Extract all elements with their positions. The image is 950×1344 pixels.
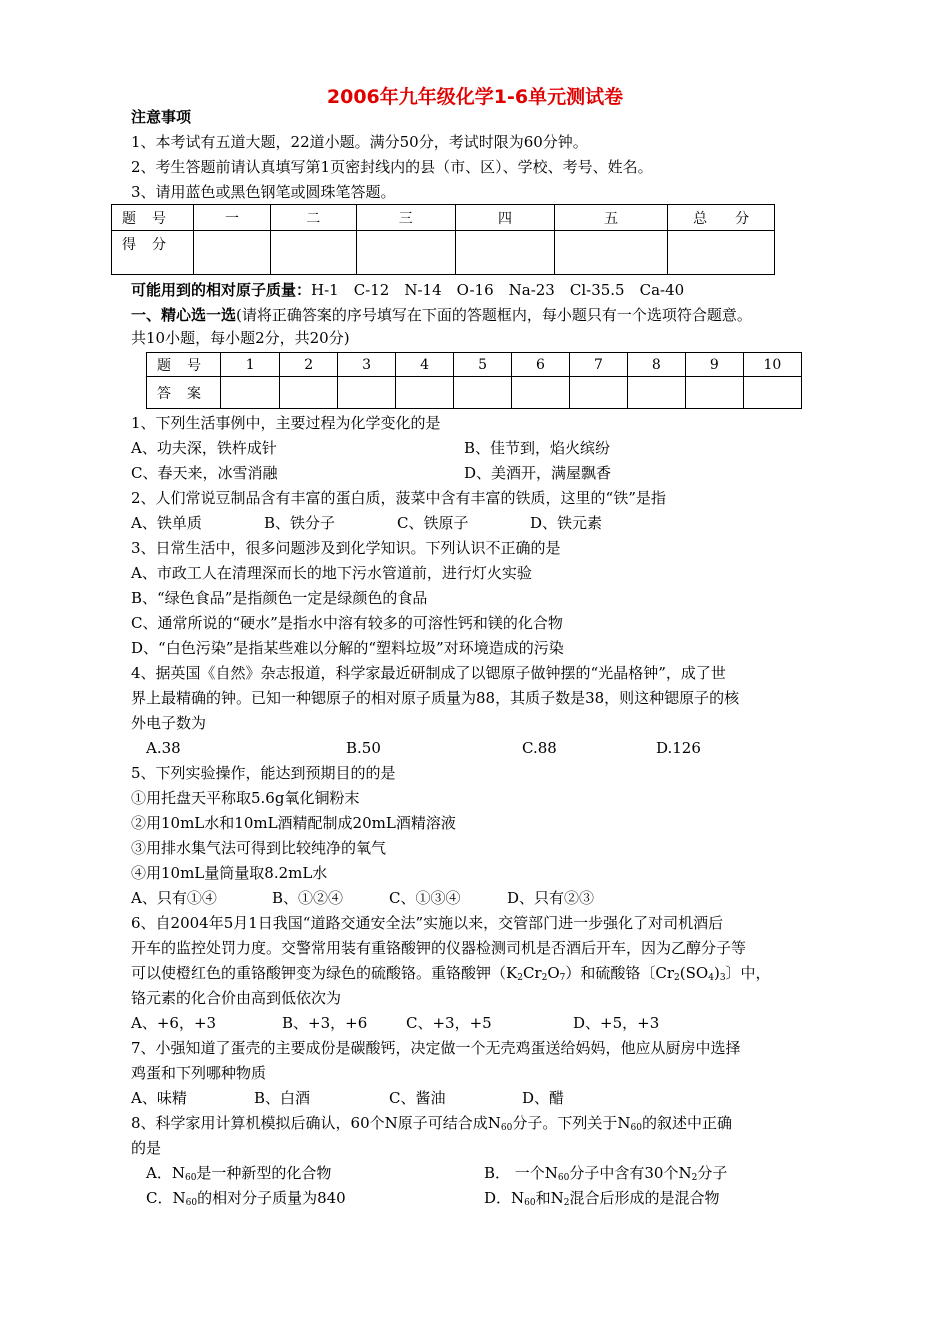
q8-subscript: 2	[563, 1198, 570, 1208]
q4-option-b: B.50	[346, 739, 381, 757]
atomic-mass-line	[131, 280, 684, 300]
score-cell-total[interactable]	[668, 231, 775, 275]
score-row-label: 得 分	[112, 231, 194, 275]
score-cell-5[interactable]	[555, 231, 668, 275]
q8-text: B． 一个N	[484, 1164, 558, 1182]
answer-num-9: 9	[685, 353, 743, 377]
score-header-1: 一	[194, 205, 271, 231]
q1-option-d: D、美酒开，满屋飘香	[464, 464, 612, 482]
q7-stem-line2: 鸡蛋和下列哪种物质	[131, 1064, 267, 1082]
q8-subscript: 60	[184, 1173, 197, 1183]
q8-text: 8、科学家用计算机模拟后确认，60个N原子可结合成N	[131, 1114, 501, 1132]
q6-option-d: D、+5，+3	[573, 1014, 660, 1032]
q8-text: 和N	[535, 1189, 564, 1207]
q4-stem-line1: 4、据英国《自然》杂志报道，科学家最近研制成了以锶原子做钟摆的“光晶格钟”，成了世	[131, 664, 726, 682]
answer-cell-10[interactable]	[743, 377, 801, 409]
q5-item-3: ③用排水集气法可得到比较纯净的氧气	[131, 839, 387, 857]
answer-table	[146, 352, 802, 409]
q8-option-d	[484, 1188, 720, 1208]
q6-text: Cr	[522, 964, 542, 982]
q5-option-b: B、①②④	[272, 889, 344, 907]
q8-option-c	[146, 1188, 346, 1208]
q6-text: 可以使橙红色的重铬酸钾变为绿色的硫酸铬。重铬酸钾（K	[131, 964, 518, 982]
answer-num-4: 4	[396, 353, 454, 377]
answer-num-2: 2	[280, 353, 338, 377]
score-header-2: 二	[270, 205, 356, 231]
q8-subscript: 60	[557, 1173, 570, 1183]
q6-stem-line1: 6、自2004年5月1日我国“道路交通安全法”实施以来，交管部门进一步强化了对司机酒后	[131, 914, 724, 932]
answer-num-1: 1	[221, 353, 280, 377]
q5-item-4: ④用10mL量筒量取8.2mL水	[131, 864, 328, 882]
q4-option-c: C.88	[522, 739, 557, 757]
q7-option-a: A、味精	[131, 1089, 187, 1107]
q8-text: 分子中含有30个N	[569, 1164, 692, 1182]
q5-option-d: D、只有②③	[507, 889, 595, 907]
page-title: 2006年九年级化学1-6单元测试卷	[326, 86, 624, 108]
q8-text: 的叙述中正确	[641, 1114, 732, 1132]
answer-num-6: 6	[512, 353, 570, 377]
q2-option-b: B、铁分子	[264, 514, 336, 532]
q8-text: 分子	[697, 1164, 728, 1182]
answer-row-label: 答 案	[147, 377, 221, 409]
score-header-4: 四	[455, 205, 554, 231]
q8-subscript: 60	[524, 1198, 536, 1208]
q6-subscript: 2	[541, 973, 548, 983]
q6-subscript: 3	[719, 973, 726, 983]
answer-cell-8[interactable]	[627, 377, 685, 409]
answer-num-7: 7	[569, 353, 627, 377]
q8-option-a	[146, 1163, 331, 1183]
q6-text: O	[547, 964, 560, 982]
q7-option-c: C、酱油	[389, 1089, 446, 1107]
section1-instruction-2: 共10小题，每小题2分，共20分)	[131, 329, 350, 347]
q8-option-b	[484, 1163, 727, 1183]
q3-stem: 3、日常生活中，很多问题涉及到化学知识。下列认识不正确的是	[131, 539, 561, 557]
answer-cell-1[interactable]	[221, 377, 280, 409]
q8-text: C．N	[146, 1189, 186, 1207]
q2-option-c: C、铁原子	[397, 514, 469, 532]
q2-stem: 2、人们常说豆制品含有丰富的蛋白质，菠菜中含有丰富的铁质，这里的“铁”是指	[131, 489, 666, 507]
q8-subscript: 2	[691, 1173, 698, 1183]
notes-heading: 注意事项	[131, 108, 192, 126]
score-header-3: 三	[356, 205, 455, 231]
answer-cell-5[interactable]	[454, 377, 512, 409]
answer-num-3: 3	[338, 353, 396, 377]
q1-option-c: C、春天来，冰雪消融	[131, 464, 278, 482]
q4-option-d: D.126	[656, 739, 701, 757]
q6-text: 〕中，	[725, 964, 771, 982]
answer-num-10: 10	[743, 353, 801, 377]
q6-stem-line2: 开车的监控处罚力度。交警常用装有重铬酸钾的仪器检测司机是否酒后开车，因为乙醇分子等	[131, 939, 747, 957]
atomic-mass-values: H-1 C-12 N-14 O-16 Na-23 Cl-35.5 Ca-40	[311, 281, 685, 299]
q6-option-c: C、+3，+5	[406, 1014, 492, 1032]
score-cell-1[interactable]	[194, 231, 271, 275]
q3-option-b: B、“绿色食品”是指颜色一定是绿颜色的食品	[131, 589, 428, 607]
q8-text: 是一种新型的化合物	[196, 1164, 332, 1182]
q6-stem-line3	[131, 963, 771, 983]
score-header-label: 题 号	[112, 205, 194, 231]
score-header-total: 总 分	[668, 205, 775, 231]
q6-stem-line4: 铬元素的化合价由高到低依次为	[131, 989, 342, 1007]
q8-text: 的相对分子质量为840	[197, 1189, 346, 1207]
score-header-5: 五	[555, 205, 668, 231]
q8-text: 混合后形成的是混合物	[569, 1189, 720, 1207]
q8-stem-line1	[131, 1113, 732, 1133]
note-item-1: 1、本考试有五道大题，22道小题。满分50分，考试时限为60分钟。	[131, 133, 588, 151]
q7-option-d: D、醋	[522, 1089, 565, 1107]
q6-text: (SO	[679, 964, 709, 982]
section1-heading: 一、精心选一选	[131, 306, 237, 324]
q4-option-a: A.38	[146, 739, 181, 757]
q2-option-d: D、铁元素	[530, 514, 603, 532]
q2-option-a: A、铁单质	[131, 514, 202, 532]
answer-cell-6[interactable]	[512, 377, 570, 409]
q6-subscript: 7	[559, 973, 566, 983]
q3-option-a: A、市政工人在清理深而长的地下污水管道前，进行灯火实验	[131, 564, 532, 582]
score-cell-4[interactable]	[455, 231, 554, 275]
answer-cell-3[interactable]	[338, 377, 396, 409]
q5-item-2: ②用10mL水和10mL酒精配制成20mL酒精溶液	[131, 814, 456, 832]
q5-option-a: A、只有①④	[131, 889, 217, 907]
answer-cell-4[interactable]	[396, 377, 454, 409]
q6-subscript: 4	[708, 973, 714, 983]
q8-subscript: 60	[185, 1198, 198, 1208]
q6-option-a: A、+6，+3	[131, 1014, 217, 1032]
q4-stem-line3: 外电子数为	[131, 714, 207, 732]
q6-subscript: 2	[517, 973, 523, 983]
q8-subscript: 60	[630, 1123, 642, 1133]
q4-stem-line2: 界上最精确的钟。已知一种锶原子的相对原子质量为88，其质子数是38，则这种锶原子的核	[131, 689, 740, 707]
score-cell-2[interactable]	[270, 231, 356, 275]
section1-heading-line	[131, 305, 752, 325]
q8-text: A．N	[146, 1164, 185, 1182]
q6-text: ）和硫酸铬〔Cr	[565, 964, 675, 982]
note-item-2: 2、考生答题前请认真填写第1页密封线内的县（市、区）、学校、考号、姓名。	[131, 158, 653, 176]
q8-text: 分子。下列关于N	[512, 1114, 631, 1132]
q8-subscript: 60	[500, 1123, 513, 1133]
q7-stem-line1: 7、小强知道了蛋壳的主要成份是碳酸钙，决定做一个无壳鸡蛋送给妈妈，他应从厨房中选择	[131, 1039, 741, 1057]
q1-option-a: A、功夫深，铁杵成针	[131, 439, 277, 457]
q6-subscript: 2	[674, 973, 680, 983]
answer-num-5: 5	[454, 353, 512, 377]
score-table	[111, 204, 775, 275]
answer-header-label: 题 号	[147, 353, 221, 377]
atomic-mass-label: 可能用到的相对原子质量：	[131, 281, 312, 299]
q8-text: D．N	[484, 1189, 525, 1207]
q1-stem: 1、下列生活事例中，主要过程为化学变化的是	[131, 414, 441, 432]
answer-cell-9[interactable]	[685, 377, 743, 409]
q3-option-d: D、“白色污染”是指某些难以分解的“塑料垃圾”对环境造成的污染	[131, 639, 564, 657]
q8-stem-line2: 的是	[131, 1139, 162, 1157]
q7-option-b: B、白酒	[254, 1089, 311, 1107]
answer-cell-7[interactable]	[569, 377, 627, 409]
score-cell-3[interactable]	[356, 231, 455, 275]
section1-instruction: (请将正确答案的序号填写在下面的答题框内，每小题只有一个选项符合题意。	[236, 306, 752, 324]
q6-text: )	[713, 964, 720, 982]
q3-option-c: C、通常所说的“硬水”是指水中溶有较多的可溶性钙和镁的化合物	[131, 614, 563, 632]
note-item-3: 3、请用蓝色或黑色钢笔或圆珠笔答题。	[131, 183, 396, 201]
q5-option-c: C、①③④	[389, 889, 461, 907]
q5-item-1: ①用托盘天平称取5.6g氧化铜粉末	[131, 789, 360, 807]
q6-option-b: B、+3，+6	[282, 1014, 368, 1032]
q5-stem: 5、下列实验操作，能达到预期目的的是	[131, 764, 396, 782]
q1-option-b: B、佳节到，焰火缤纷	[464, 439, 611, 457]
answer-num-8: 8	[627, 353, 685, 377]
answer-cell-2[interactable]	[280, 377, 338, 409]
